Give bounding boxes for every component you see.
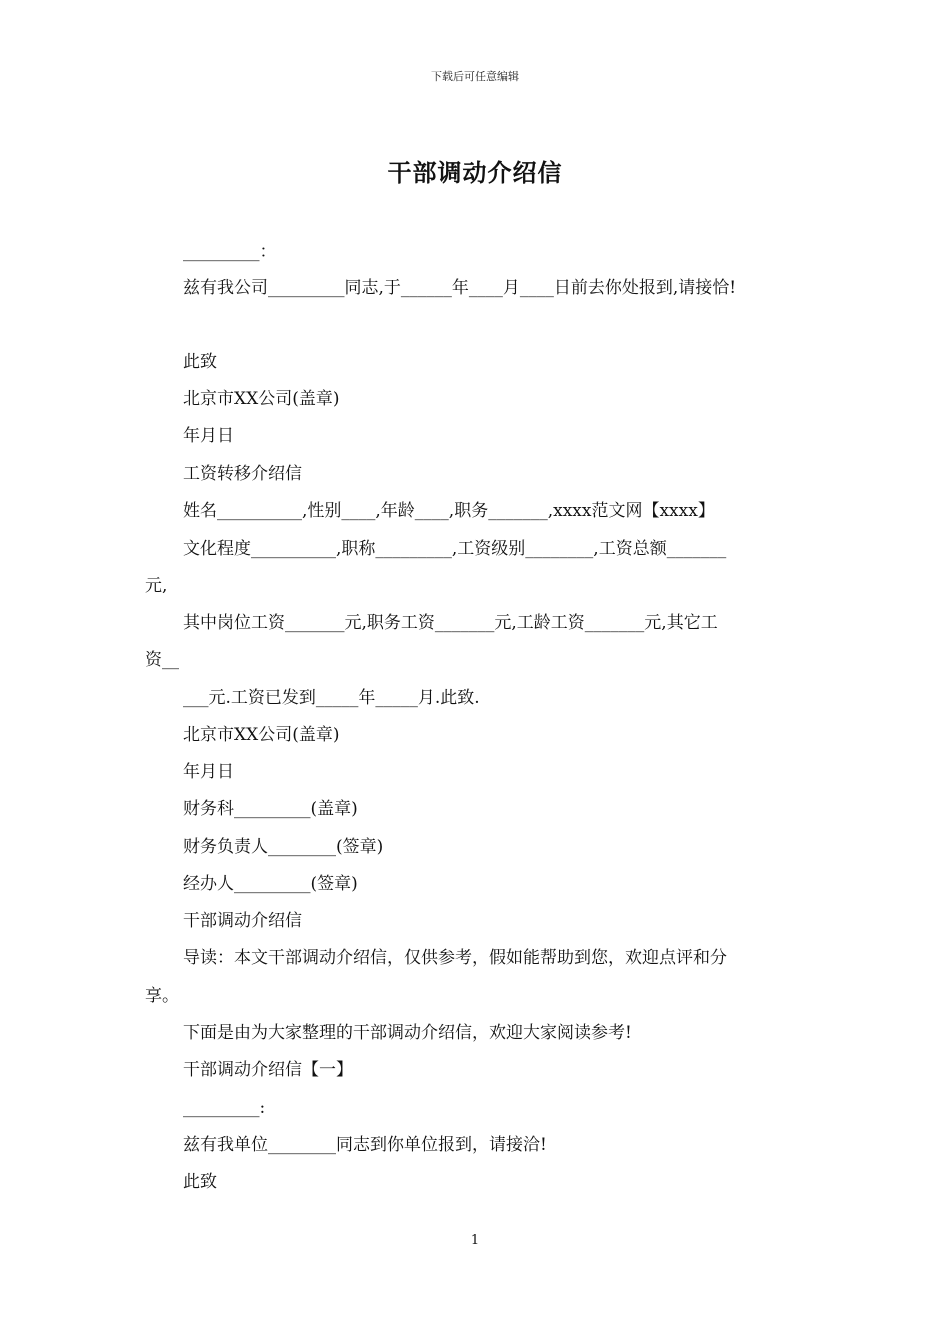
closing-line: 此致	[183, 1172, 217, 1192]
signature-line: 财务负责人________(签章)	[183, 837, 384, 857]
page-header-note: 下载后可任意编辑	[431, 70, 519, 83]
addressee-line: _________：	[183, 242, 277, 262]
closing-line: 此致	[183, 352, 217, 372]
intro-paragraph: 导读：本文干部调动介绍信，仅供参考，假如能帮助到您，欢迎点评和分	[183, 948, 727, 968]
date-line: 年月日	[183, 426, 234, 446]
section-heading: 干部调动介绍信【一】	[183, 1060, 353, 1080]
section-heading: 工资转移介绍信	[183, 464, 302, 484]
signature-company: 北京市XX公司(盖章)	[183, 389, 340, 409]
body-paragraph: ___元.工资已发到_____年_____月.此致.	[183, 688, 480, 708]
body-paragraph-continuation: 元,	[145, 576, 168, 596]
body-paragraph: 其中岗位工资_______元,职务工资_______元,工龄工资_______元,其它工	[183, 613, 718, 633]
page-number: 1	[470, 1233, 480, 1248]
document-title: 干部调动介绍信	[387, 158, 563, 187]
body-paragraph-continuation: 资__	[145, 650, 179, 670]
body-paragraph: 姓名__________,性别____,年龄____,职务_______,xxxx范文网【xxxx】	[183, 501, 715, 521]
signature-line: 经办人_________(签章)	[183, 874, 358, 894]
signature-company: 北京市XX公司(盖章)	[183, 725, 340, 745]
addressee-line: _________:	[183, 1098, 266, 1118]
signature-line: 财务科_________(盖章)	[183, 799, 358, 819]
body-paragraph: 下面是由为大家整理的干部调动介绍信，欢迎大家阅读参考!	[183, 1023, 632, 1043]
body-paragraph: 兹有我单位________同志到你单位报到，请接洽!	[183, 1135, 547, 1155]
body-paragraph: 兹有我公司_________同志,于______年____月____日前去你处报到,请接恰!	[183, 278, 737, 298]
date-line: 年月日	[183, 762, 234, 782]
section-heading: 干部调动介绍信	[183, 911, 302, 931]
intro-paragraph-continuation: 享。	[145, 986, 179, 1006]
body-paragraph: 文化程度__________,职称_________,工资级别________,工资总额_______	[183, 539, 727, 559]
